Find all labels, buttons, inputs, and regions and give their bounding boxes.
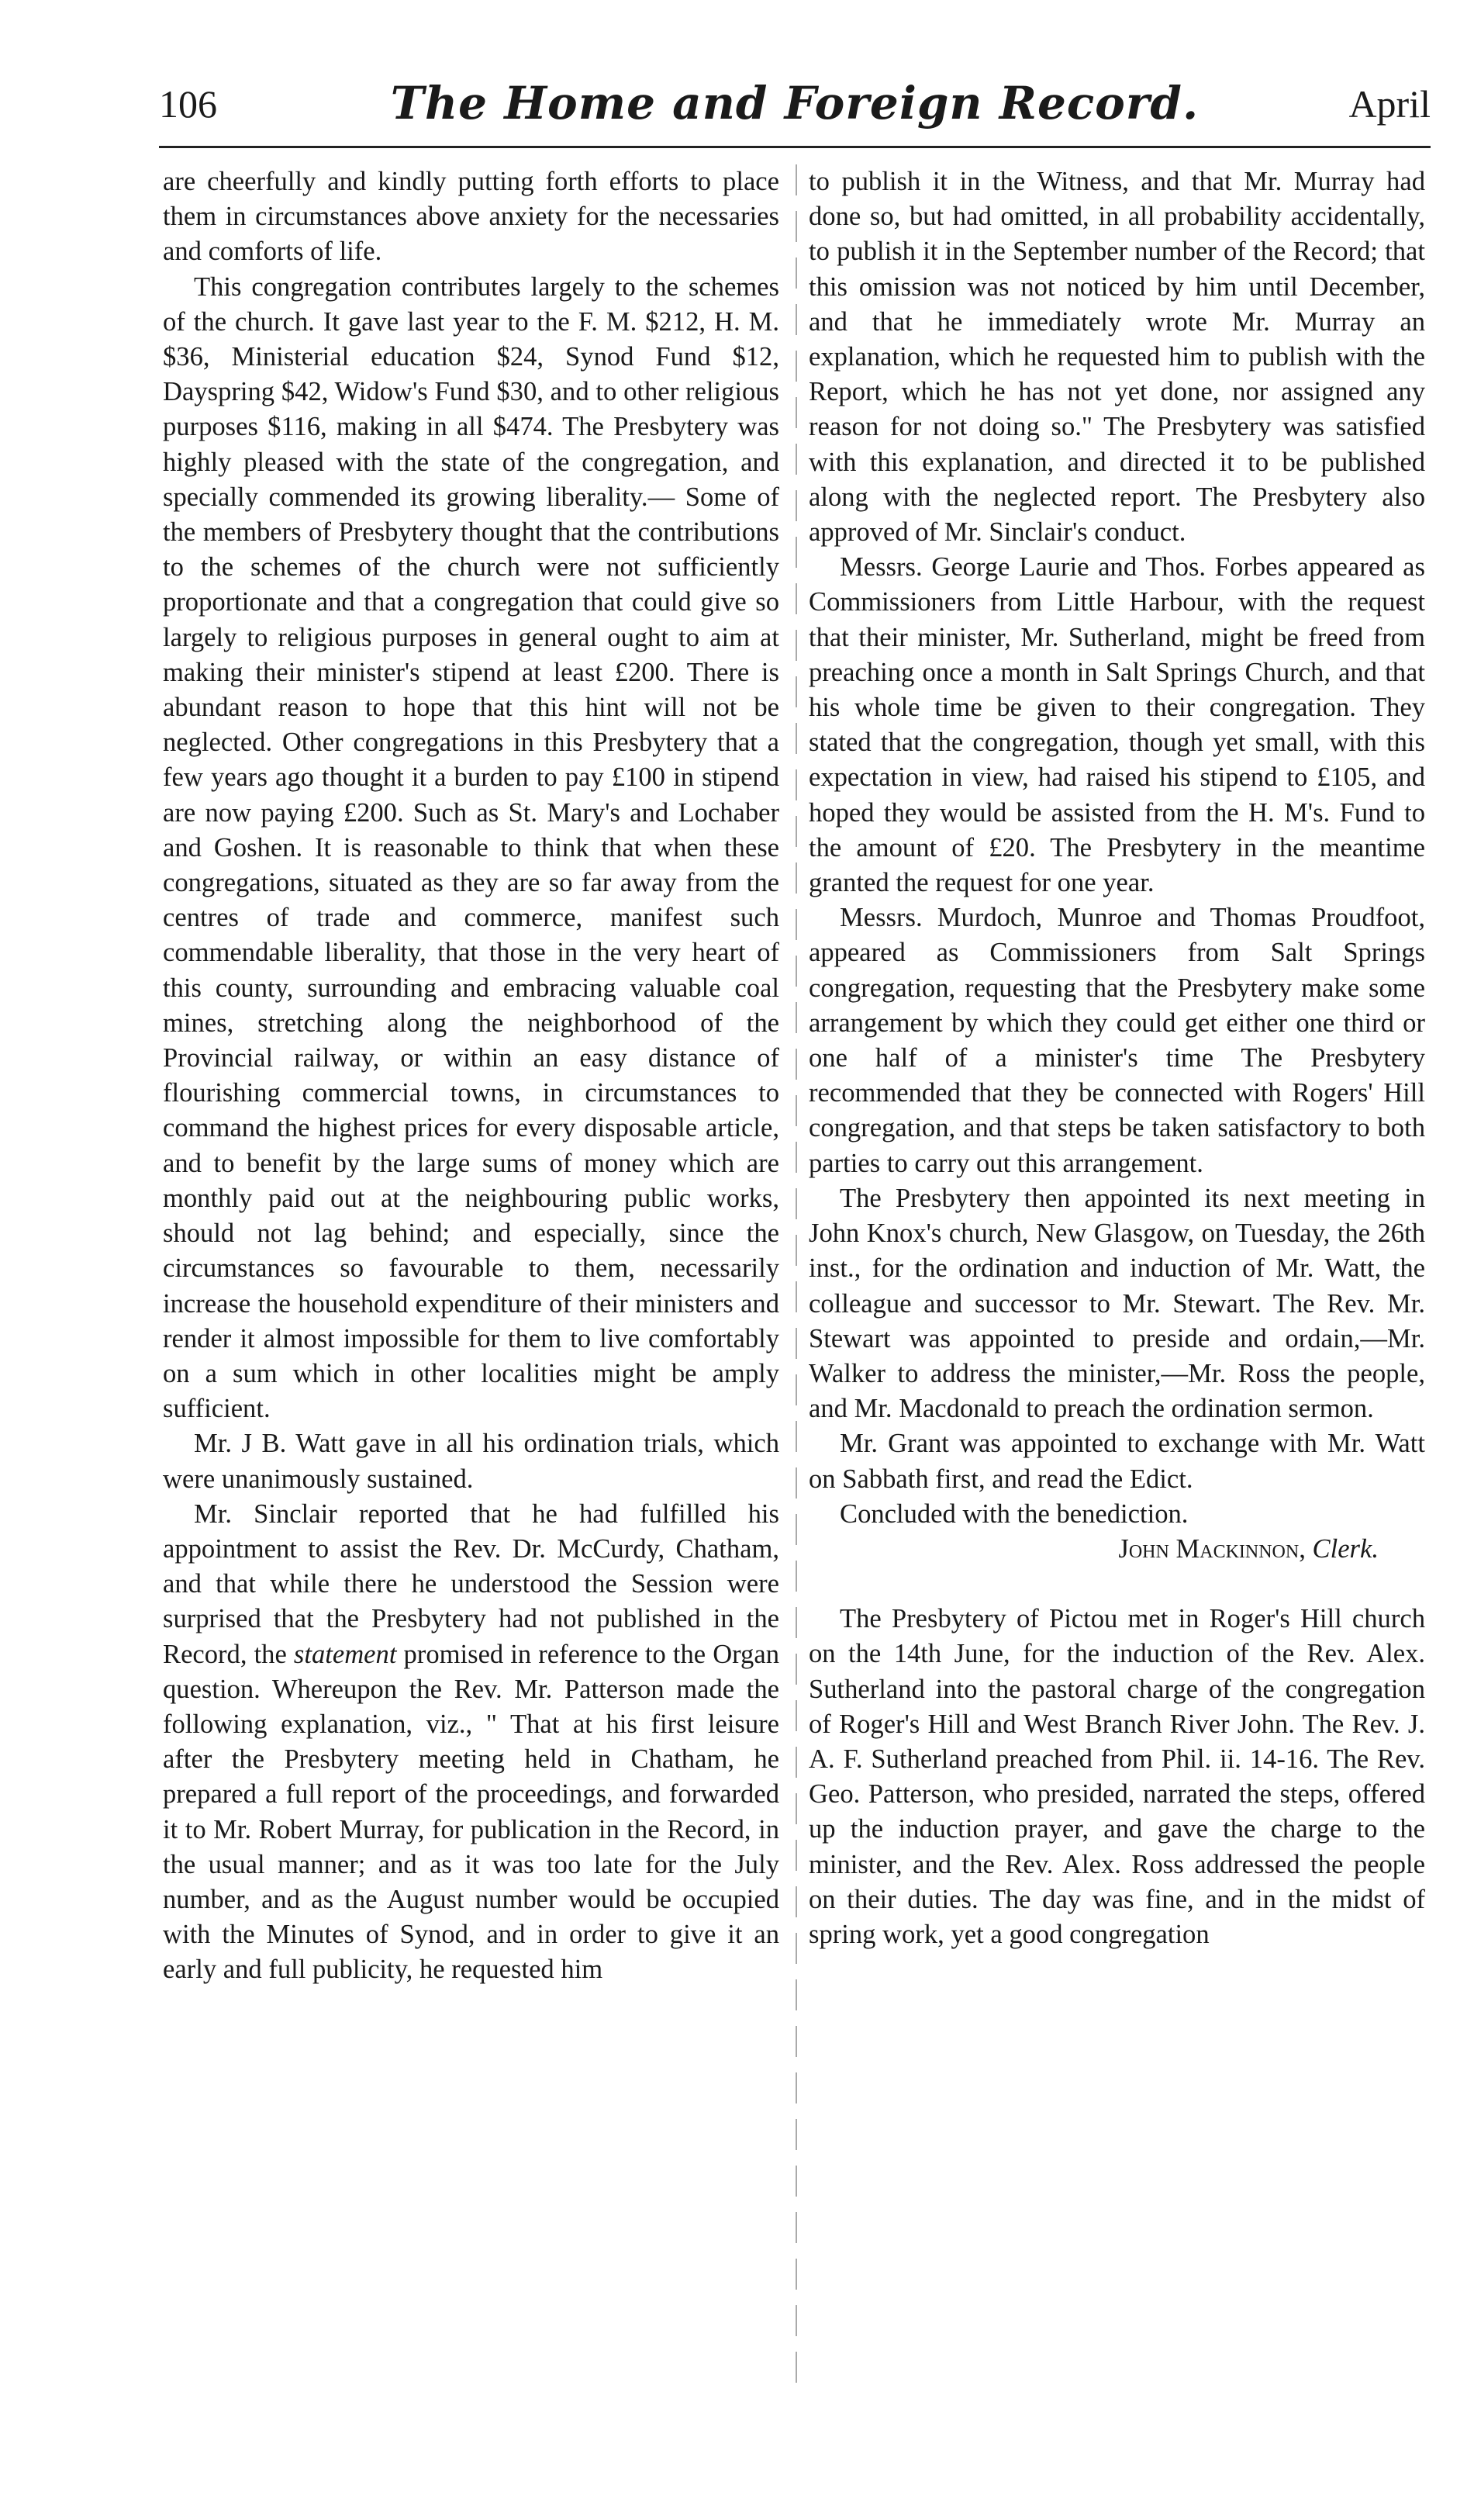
- signature-role: Clerk.: [1312, 1533, 1379, 1564]
- paragraph: Concluded with the benediction.: [840, 1499, 1189, 1529]
- column-divider: [796, 164, 797, 2398]
- page-number: 106: [159, 82, 217, 126]
- signature-name: John Mackinnon,: [1118, 1533, 1306, 1564]
- emphasized-word: statement: [293, 1639, 397, 1669]
- right-column: [809, 164, 1425, 1952]
- paragraph: [163, 1497, 779, 1988]
- paragraph: to publish it in the Witness, and that Mr. Murray had done so, but had omitted, in all probability accidentally, to publish it in the September number of the Record; that this omission was not noticed by him until December, and that he immediately wrote Mr. Murray an explanation, which he requested him to publish with the Report, which he has not yet done, nor assigned any reason for not doing so." The Presbytery was satisfied with this explanation, and directed it to be published along with the neglected report. The Presbytery also approved of Mr. Sinclair's conduct.: [809, 167, 1425, 548]
- paragraph: Mr. J B. Watt gave in all his ordination trials, which were unanimously sustained.: [163, 1429, 779, 1494]
- header-rule: [159, 146, 1431, 148]
- paragraph: The Presbytery then appointed its next meeting in John Knox's church, New Glasgow, on Tuesday, the 26th inst., for the ordination and induction of Mr. Watt, the colleague and successor to Mr. Stewart. The Rev. Mr. Stewart was appointed to preside and ordain,—Mr. Walker to address the minister,—Mr. Ross the people, and Mr. Macdonald to preach the ordination sermon.: [809, 1183, 1425, 1424]
- signature: [809, 1532, 1425, 1567]
- left-column: [163, 164, 779, 1988]
- running-title: The Home and Foreign Record.: [390, 77, 1200, 130]
- paragraph: Mr. Grant was appointed to exchange with Mr. Watt on Sabbath first, and read the Edict.: [809, 1429, 1425, 1494]
- paragraph: The Presbytery of Pictou met in Roger's Hill church on the 14th June, for the induction of the Rev. Alex. Sutherland into the pastoral charge of the congregation of Roger's Hill and West Branch River John. The Rev. J. A. F. Sutherland preached from Phil. ii. 14-16. The Rev. Geo. Patterson, who presided, narrated the steps, offered up the induction prayer, and gave the charge to the minister, and the Rev. Alex. Ross addressed the people on their duties. The day was fine, and in the midst of spring work, yet a good congregation: [809, 1604, 1425, 1949]
- paragraph: This congregation contributes largely to the schemes of the church. It gave last year to the F. M. $212, H. M. $36, Ministerial education $24, Synod Fund $12, Dayspring $42, Widow's Fund $30, and to other religious purposes $116, making in all $474. The Presbytery was highly pleased with the state of the congregation, and specially commended its growing liberality.— Some of the members of Presbytery thought that the contributions to the schemes of the church were not sufficiently proportionate and that a congregation that could give so largely to religious purposes in general ought to aim at making their minister's stipend at least £200. There is abundant reason to hope that this hint will not be neglected. Other congregations in this Presbytery that a few years ago thought it a burden to pay £100 in stipend are now paying £200. Such as St. Mary's and Lochaber and Goshen. It is reasonable to think that when these congregations, situated as they are so far away from the centres of trade and commerce, manifest such commendable liberality, that those in the very heart of this county, surrounding and embracing valuable coal mines, stretching along the neighborhood of the Provincial railway, or within an easy distance of flourishing commercial towns, in circumstances to command the highest prices for every disposable article, and to benefit by the large sums of money which are monthly paid out at the neighbouring public works, should not lag behind; and especially, since the circumstances so favourable to them, necessarily increase the household expenditure of their ministers and render it almost impossible for them to live comfortably on a sum which in other localities might be amply sufficient.: [163, 271, 779, 1424]
- running-header: [159, 77, 1431, 143]
- paragraph-text: promised in reference to the Organ question. Whereupon the Rev. Mr. Patterson made the following explanation, viz., " That at his first leisure after the Presbytery meeting held in Chatham, he prepared a full report of the proceedings, and forwarded it to Mr. Robert Murray, for publication in the Record, in the usual manner; and as it was too late for the July number, and as the August number would be occupied with the Minutes of Synod, and in order to give it an early and full publicity, he requested him: [163, 1639, 779, 1985]
- paragraph: are cheerfully and kindly putting forth efforts to place them in circumstances above anxiety for the necessaries and comforts of life.: [163, 167, 779, 267]
- paragraph: Messrs. George Laurie and Thos. Forbes appeared as Commissioners from Little Harbour, with the request that their minister, Mr. Sutherland, might be freed from preaching once a month in Salt Springs Church, and that his whole time be given to their congregation. They stated that the congregation, though yet small, with this expectation in view, had raised his stipend to £105, and hoped they would be assisted from the H. M's. Fund to the amount of £20. The Presbytery in the meantime granted the request for one year.: [809, 552, 1425, 898]
- paragraph-text: Mr. Sinclair reported that he had fulfilled his appointment to assist the Rev. Dr. McCurdy, Chatham, and that while there he understood the Session were surprised that the Presbytery had not published in the Record, the: [163, 1499, 779, 1669]
- section-gap: [809, 1567, 1425, 1602]
- issue-month: April: [1348, 82, 1431, 126]
- paragraph: Messrs. Murdoch, Munroe and Thomas Proudfoot, appeared as Commissioners from Salt Springs congregation, requesting that the Presbytery make some arrangement by which they could get either one third or one half of a minister's time The Presbytery recommended that they be connected with Rogers' Hill congregation, and that steps be taken satisfactory to both parties to carry out this arrangement.: [809, 903, 1425, 1178]
